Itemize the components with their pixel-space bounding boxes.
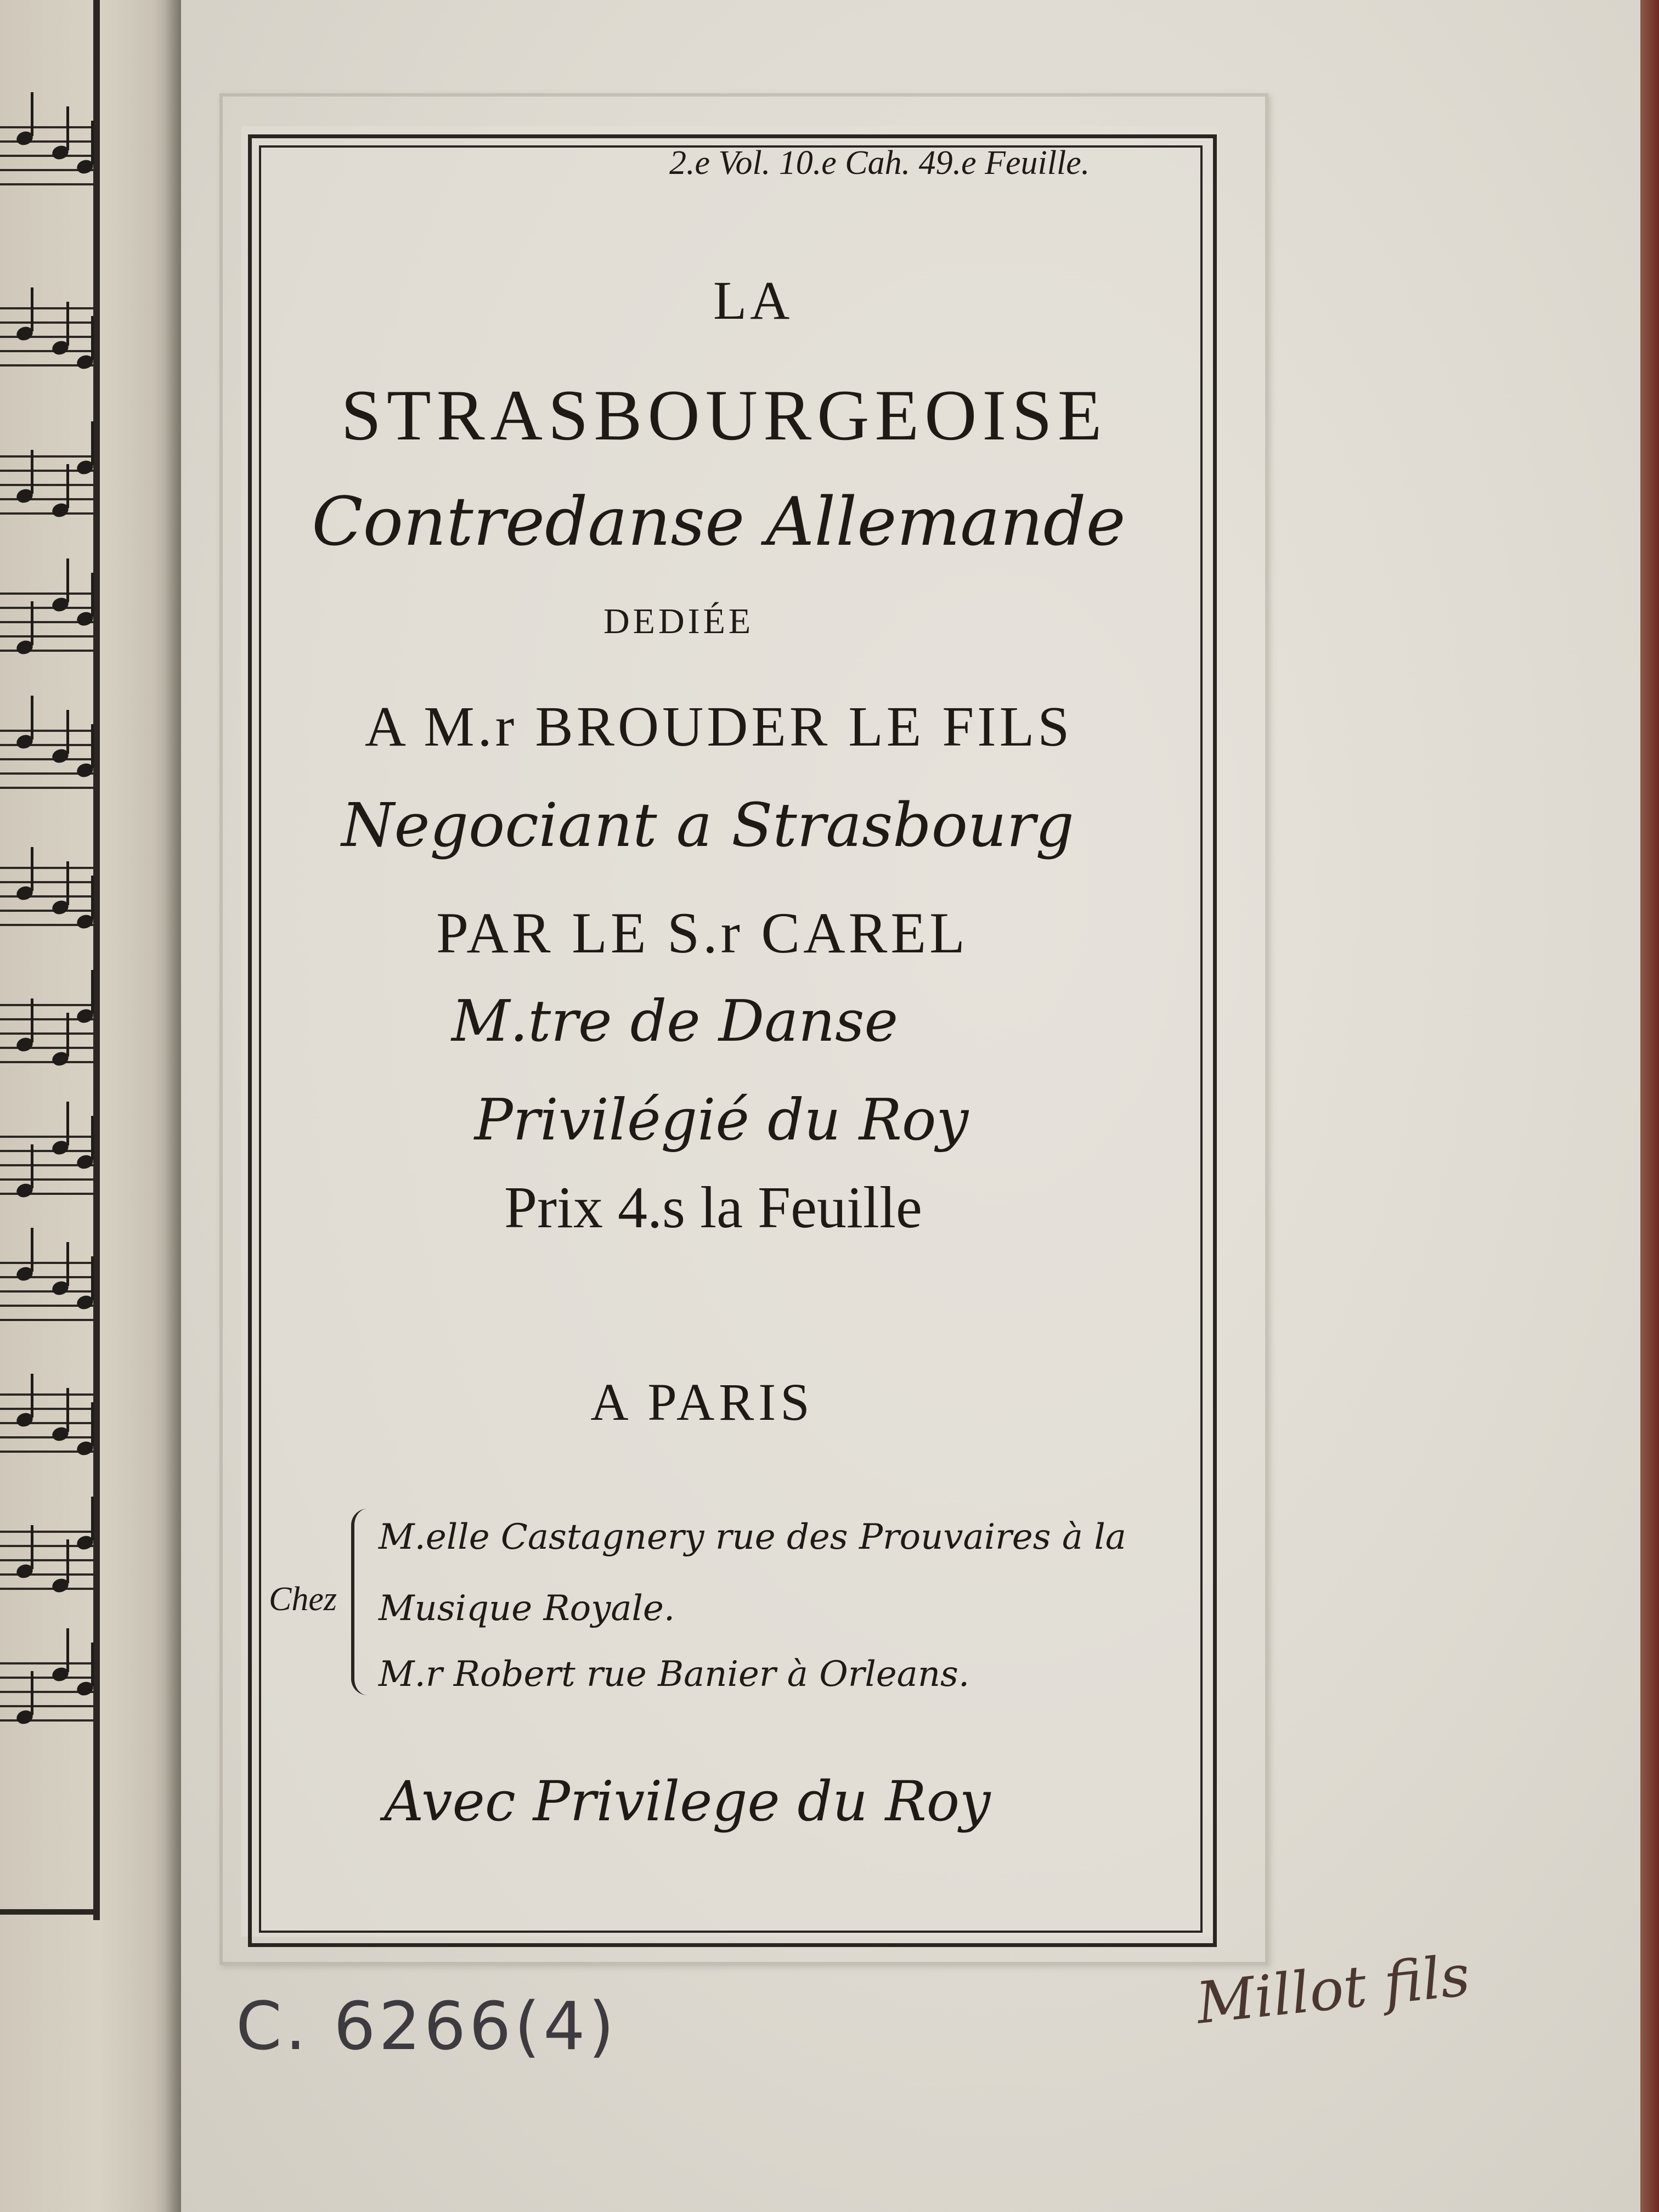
page-title: STRASBOURGEOISE bbox=[341, 375, 1108, 455]
binding-edge bbox=[1640, 0, 1659, 2212]
dedicatee-role: Negociant a Strasbourg bbox=[341, 790, 1074, 860]
privilege-footer: Avec Privilege du Roy bbox=[384, 1769, 991, 1833]
dedicatee: A M.r BROUDER LE FILS bbox=[364, 695, 1073, 758]
handwritten-signature: Millot fils bbox=[1193, 1942, 1473, 2037]
sellers-brace bbox=[351, 1509, 376, 1695]
sellers-label: Chez bbox=[269, 1581, 337, 1618]
seller-address-line: M.elle Castagnery rue des Prouvaires à la bbox=[379, 1517, 1126, 1558]
place-of-publication: A PARIS bbox=[590, 1373, 814, 1431]
dedication-word: DEDIÉE bbox=[603, 601, 754, 641]
author-role: M.tre de Danse bbox=[451, 988, 899, 1054]
volume-reference: 2.e Vol. 10.e Cah. 49.e Feuille. bbox=[669, 144, 1090, 182]
seller-address-line: M.r Robert rue Banier à Orleans. bbox=[379, 1654, 970, 1695]
title-article: LA bbox=[713, 270, 793, 331]
author: PAR LE S.r CAREL bbox=[436, 901, 968, 965]
facing-page-rule bbox=[0, 1909, 100, 1915]
seller-address-line: Musique Royale. bbox=[379, 1588, 675, 1629]
price: Prix 4.s la Feuille bbox=[504, 1175, 922, 1240]
privilege-line: Privilégié du Roy bbox=[474, 1086, 969, 1153]
subtitle: Contredanse Allemande bbox=[312, 483, 1126, 561]
facing-page-frame bbox=[93, 0, 100, 1920]
catalog-number: C. 6266(4) bbox=[236, 1989, 618, 2065]
